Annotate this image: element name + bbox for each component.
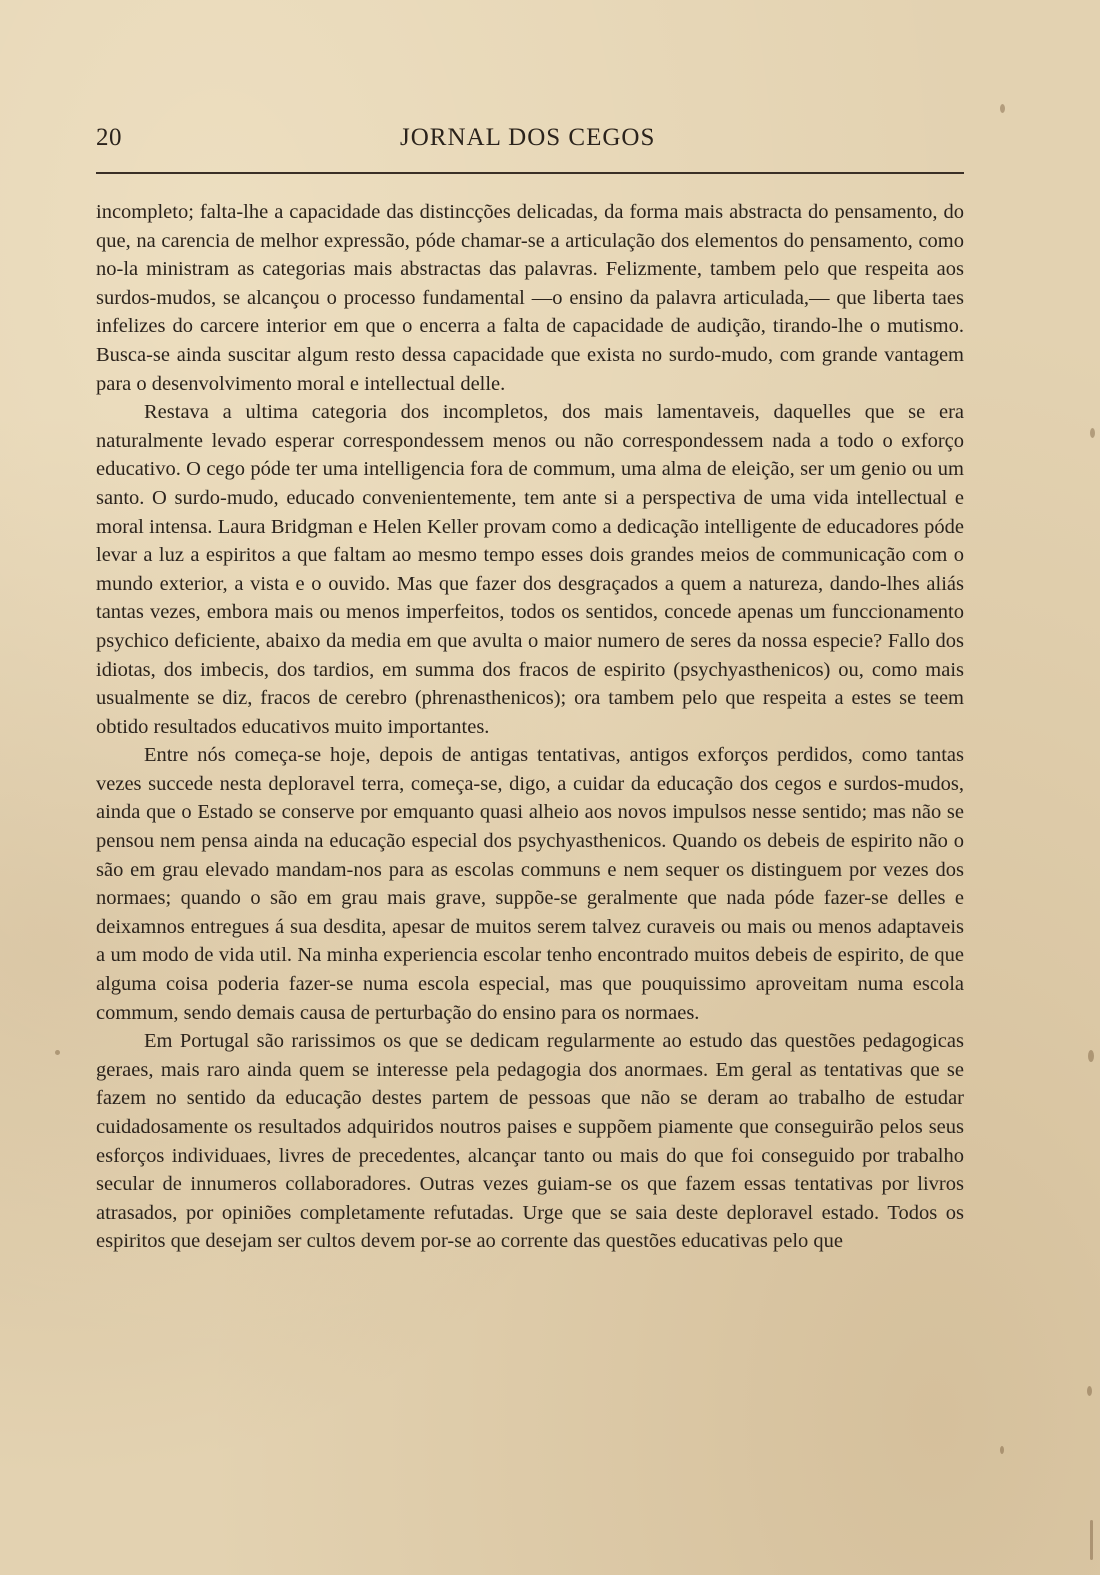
running-title: JORNAL DOS CEGOS <box>400 124 656 151</box>
paper-speck <box>1000 1446 1004 1454</box>
header-rule <box>96 172 964 174</box>
paper-speck <box>1090 1520 1093 1560</box>
body-text <box>96 198 964 1256</box>
paragraph: incompleto; falta-lhe a capacidade das distincções delicadas, da forma mais abstracta do pensamento, do que, na carencia de melhor expressão, póde chamar-se a articulação dos elementos do pensamento, como no-la ministram as categorias mais abstractas das palavras. Felizmente, tambem pelo que respeita aos surdos-mudos, se alcançou o processo fundamental —o ensino da palavra articulada,— que liberta taes infelizes do carcere interior em que o encerra a falta de capacidade de audição, tirando-lhe o mutismo. Busca-se ainda suscitar algum resto dessa capacidade que exista no surdo-mudo, com grande vantagem para o desenvolvimento moral e intellectual delle. <box>96 201 964 395</box>
page-header <box>96 124 964 164</box>
paper-speck <box>1087 1386 1092 1396</box>
paragraph: Restava a ultima categoria dos incompletos, dos mais lamentaveis, daquelles que se era naturalmente levado esperar correspondessem menos ou não correspondessem nada a todo o exforço educativo. O cego póde ter uma intelligencia fora de commum, uma alma de eleição, ser um genio ou um santo. O surdo-mudo, educado convenientemente, tem ante si a perspectiva de uma vida intellectual e moral intensa. Laura Bridgman e Helen Keller provam como a dedicação intelligente de educadores póde levar a luz a espiritos a que faltam ao mesmo tempo esses dois grandes meios de communicação com o mundo exterior, a vista e o ouvido. Mas que fazer dos desgraçados a quem a natureza, dando-lhes aliás tantas vezes, embora mais ou menos imperfeitos, todos os sentidos, concede apenas um funccionamento psychico deficiente, abaixo da media em que avulta o maior numero de seres da nossa especie? Fallo dos idiotas, dos imbecis, dos tardios, em summa dos fracos de espirito (psychyasthenicos) ou, como mais usualmente se diz, fracos de cerebro (phrenasthenicos); ora tambem pelo que respeita a estes se teem obtido resultados educativos muito importantes. <box>96 401 964 738</box>
paper-speck <box>1088 1050 1094 1062</box>
page-number: 20 <box>96 124 122 151</box>
paper-speck <box>55 1050 60 1055</box>
paper-speck <box>1000 104 1005 113</box>
paragraph: Entre nós começa-se hoje, depois de antigas tentativas, antigos exforços perdidos, como tantas vezes succede nesta deploravel terra, começa-se, digo, a cuidar da educação dos cegos e surdos-mudos, ainda que o Estado se conserve por emquanto quasi alheio aos novos impulsos nesse sentido; mas não se pensou nem pensa ainda na educação especial dos psychyasthenicos. Quando os debeis de espirito não o são em grau elevado mandam-nos para as escolas communs e nem sequer os distinguem por vezes dos normaes; quando o são em grau mais grave, suppõe-se geralmente que nada póde fazer-se delles e deixamnos entregues á sua desdita, apesar de muitos serem talvez curaveis ou mais ou menos adaptaveis a um modo de vida util. Na minha experiencia escolar tenho encontrado muitos debeis de espirito, de que alguma coisa poderia fazer-se numa escola especial, mas que pouquissimo aproveitam numa escola commum, sendo demais causa de perturbação do ensino para os normaes. <box>96 744 964 1024</box>
paragraph: Em Portugal são rarissimos os que se dedicam regularmente ao estudo das questões pedagogicas geraes, mais raro ainda quem se interesse pela pedagogia dos anormaes. Em geral as tentativas que se fazem no sentido da educação destes partem de pessoas que não se deram ao trabalho de estudar cuidadosamente os resultados adquiridos noutros paises e suppõem piamente que conseguirão pelos seus esforços individuaes, livres de precedentes, alcançar tanto ou mais do que foi conseguido por trabalho secular de innumeros collaboradores. Outras vezes guiam-se os que fazem essas tentativas por livros atrasados, por opiniões completamente refutadas. Urge que se saia deste deploravel estado. Todos os espiritos que desejam ser cultos devem por-se ao corrente das questões educativas pelo que <box>96 1030 964 1253</box>
paper-speck <box>1090 428 1095 438</box>
